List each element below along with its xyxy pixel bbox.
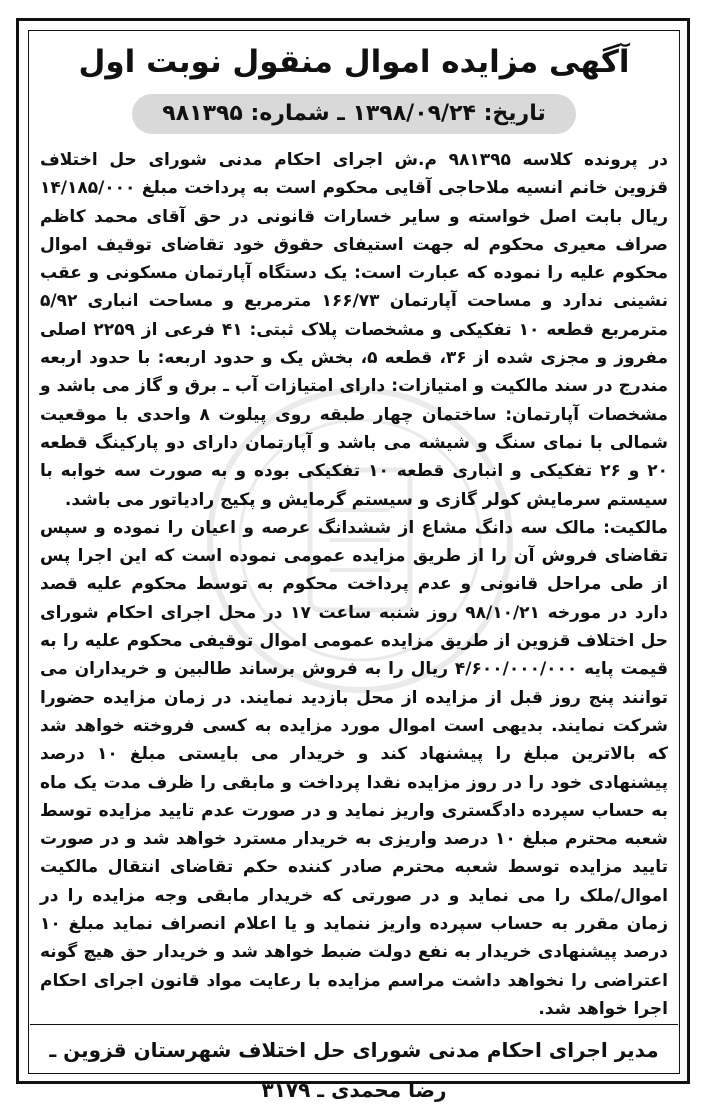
notice-title: آگهی مزایده اموال منقول نوبت اول [78, 44, 630, 80]
notice-header [30, 32, 678, 134]
footer-divider [30, 1024, 678, 1025]
body-paragraph-1: در پرونده کلاسه ۹۸۱۳۹۵ م.ش اجرای احکام مدنی شورای حل اختلاف قزوین خانم انسیه ملاحاجی آقایی محکوم است به پرداخت مبلغ ۱۴/۱۸۵/۰۰۰ ریال بابت اصل خواسته و سایر خسارات قانونی در حق آقای محمد کاظم صراف معیری محکوم له جهت استیفای حقوق خود تقاضای توقیف اموال محکوم علیه را نموده که عبارت است: یک دستگاه آپارتمان مسکونی و عقب نشینی ندارد و مساحت آپارتمان ۱۶۶/۷۳ مترمربع و مساحت انباری ۵/۹۲ مترمربع قطعه ۱۰ تفکیکی و مشخصات پلاک ثبتی: ۴۱ فرعی از ۲۲۵۹ اصلی مفروز و مجزی شده از ۳۶، قطعه ۵، بخش یک و حدود اربعه: با حدود اربعه مندرج در سند مالکیت و امتیازات: دارای امتیازات آب ـ برق و گاز می باشد و مشخصات آپارتمان: ساختمان چهار طبقه روی پیلوت ۸ واحدی با موقعیت شمالی با نمای سنگ و شیشه می باشد و آپارتمان دارای دو پارکینگ قطعه ۲۰ و ۲۶ تفکیکی و انباری قطعه ۱۰ تفکیکی بوده و به صورت سه خوابه با سیستم سرمایش کولر گازی و سیستم گرمایش و پکیج رادیاتور می باشد. [40, 150, 669, 510]
body-paragraph-2: مالکیت: مالک سه دانگ مشاع از ششدانگ عرصه و اعیان را نموده و سپس تقاضای فروش آن را از طریق مزایده عمومی نموده است که این اجرا پس از طی مراحل قانونی و عدم پرداخت محکوم به توسط محکوم علیه قصد دارد در مورخه ۹۸/۱۰/۲۱ روز شنبه ساعت ۱۷ در محل اجرای احکام شورای حل اختلاف قزوین از طریق مزایده عمومی اموال توقیفی محکوم علیه را به قیمت پایه ۴/۶۰۰/۰۰۰/۰۰۰ ریال را به فروش برساند طالبین و خریداران می توانند پنج روز قبل از مزایده از محل بازدید نمایند. در زمان مزایده حضورا شرکت نمایند. بدیهی است اموال مورد مزایده به کسی فروخته خواهد شد که بالاترین مبلغ را پیشنهاد کند و خریدار می بایستی مبلغ ۱۰ درصد پیشنهادی خود را در روز مزایده نقدا پرداخت و مابقی را ظرف مدت یک ماه به حساب سپرده دادگستری واریز نماید و در صورت عدم تایید مزایده توسط شعبه محترم مبلغ ۱۰ درصد واریزی به خریدار مسترد خواهد شد و در صورت تایید مزایده توسط شعبه محترم صادر کننده حکم تقاضای انتقال مالکیت اموال/ملک را می نماید و در صورتی که خریدار مابقی وجه مزایده را در زمان مقرر به حساب سپرده واریز ننماید و یا اعلام انصراف نماید مبلغ ۱۰ درصد پیشنهادی خریدار به نفع دولت ضبط خواهد شد و خریدار حق هیچ گونه اعتراضی را نخواهد داشت مراسم مزایده با رعایت مواد قانون اجرای احکام اجرا خواهد شد. [40, 517, 668, 1019]
footer-signature: مدیر اجرای احکام مدنی شورای حل اختلاف شهرستان قزوین ـ رضا محمدی ـ ۳۱۷۹ [49, 1038, 659, 1102]
notice-body [40, 146, 668, 1023]
date-number-badge: تاریخ: ۱۳۹۸/۰۹/۲۴ ـ شماره: ۹۸۱۳۹۵ [132, 94, 575, 134]
